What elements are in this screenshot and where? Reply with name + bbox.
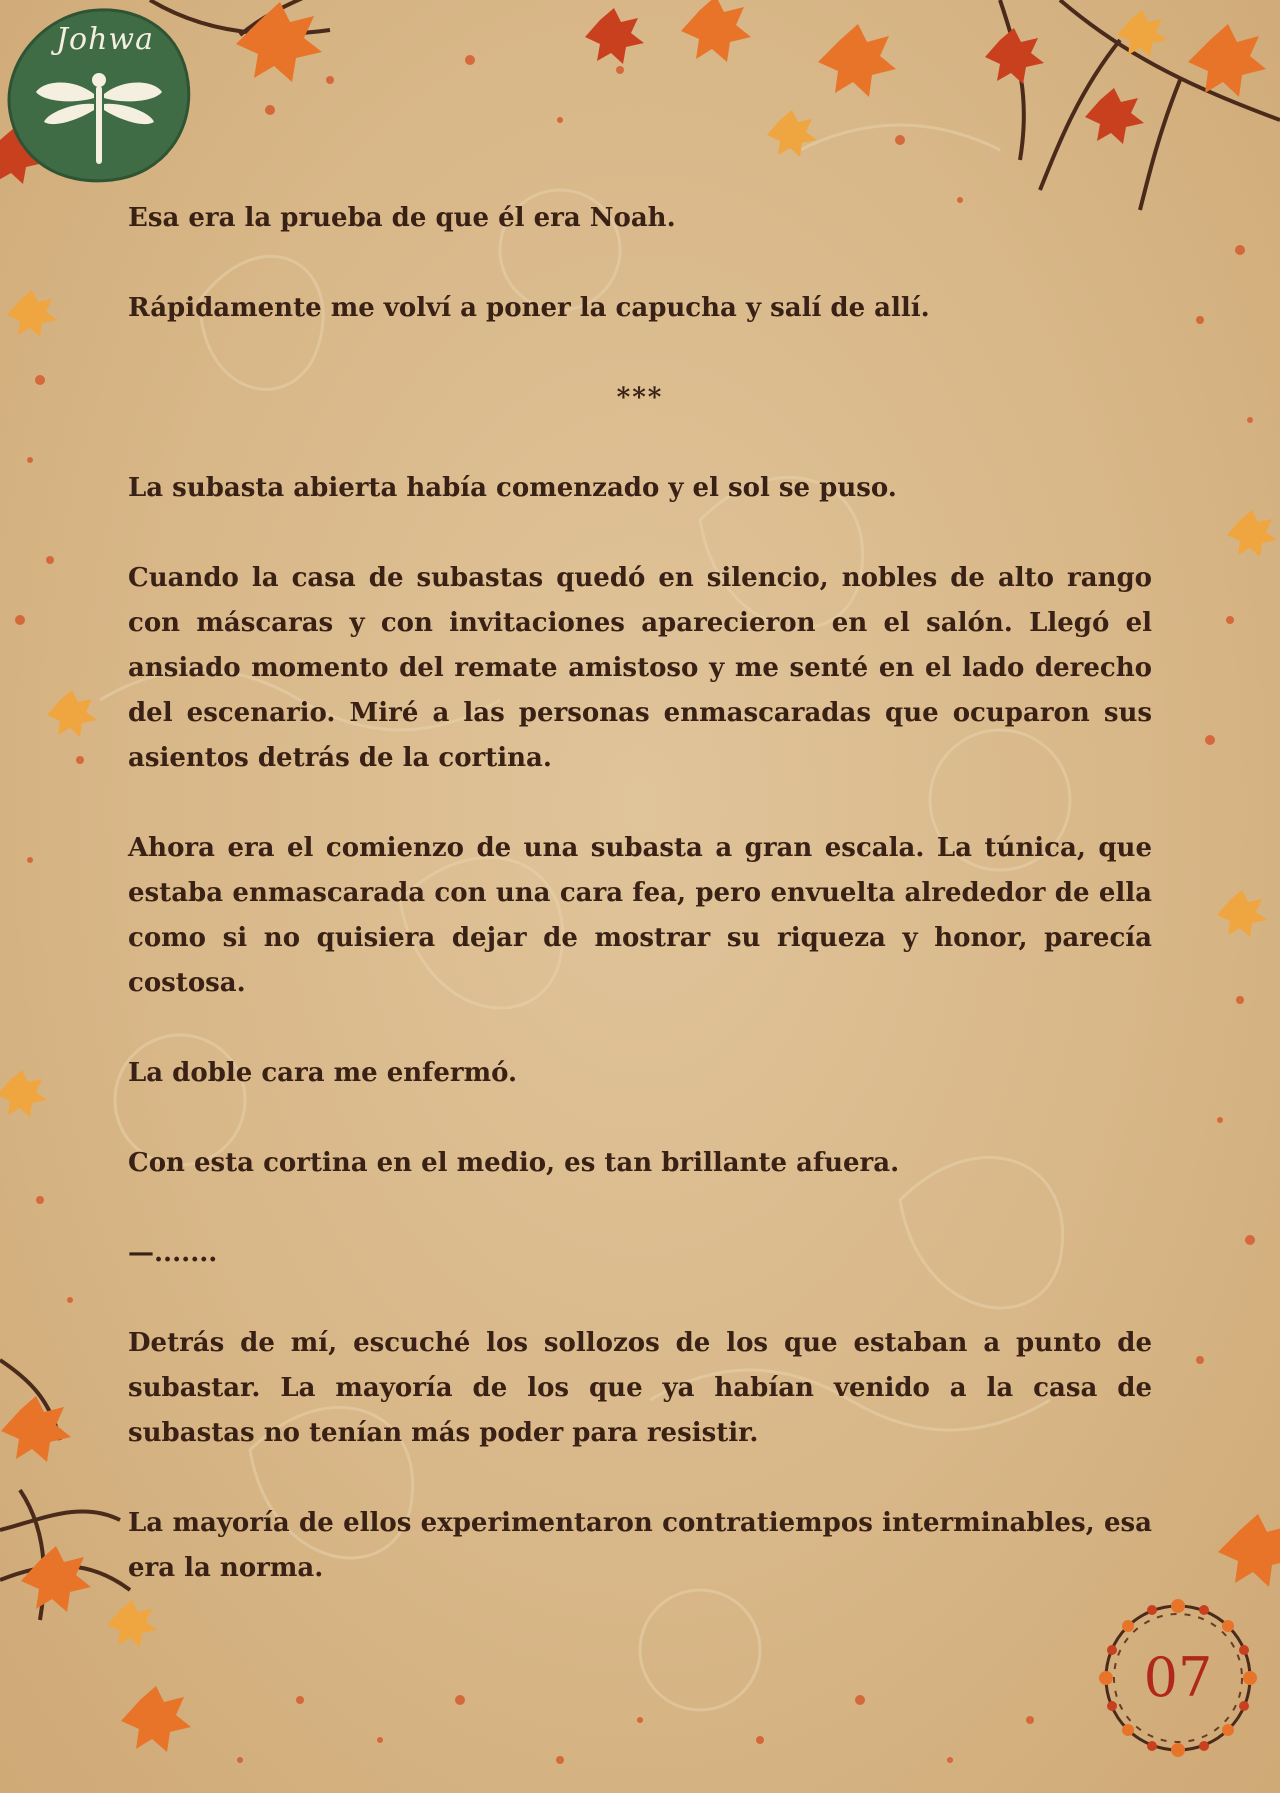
paragraph: Con esta cortina en el medio, es tan brillante afuera. bbox=[128, 1148, 900, 1178]
paragraph: Cuando la casa de subastas quedó en silencio, nobles de alto rango con máscaras y con invitaciones aparecieron en el salón. Llegó el ansiado momento del remate amistoso y me senté en el lado derecho del escenario. Miré a las personas enmascaradas que ocuparon sus asientos detrás de la cortina. bbox=[128, 563, 1152, 773]
paragraph: La subasta abierta había comenzado y el sol se puso. bbox=[128, 473, 897, 503]
paragraph: Detrás de mí, escuché los sollozos de los que estaban a punto de subastar. La mayoría de los que ya habían venido a la casa de subastas no tenían más poder para resistir. bbox=[128, 1328, 1152, 1448]
paragraph: Ahora era el comienzo de una subasta a gran escala. La túnica, que estaba enmascarada con una cara fea, pero envuelta alrededor de ella como si no quisiera dejar de mostrar su riqueza y honor, parecía costosa. bbox=[128, 833, 1152, 998]
dragonfly-icon bbox=[34, 68, 164, 168]
paragraph: Esa era la prueba de que él era Noah. bbox=[128, 203, 676, 233]
dialogue-line: —....... bbox=[128, 1238, 218, 1268]
brand-logo bbox=[4, 4, 194, 184]
scene-break: *** bbox=[616, 383, 664, 413]
logo-text: Johwa bbox=[56, 22, 154, 57]
page-number-badge bbox=[1088, 1588, 1268, 1768]
page-number: 07 bbox=[1143, 1646, 1213, 1709]
paragraph: Rápidamente me volví a poner la capucha y salí de allí. bbox=[128, 293, 930, 323]
story-text bbox=[128, 196, 1152, 1636]
paragraph: La mayoría de ellos experimentaron contratiempos interminables, esa era la norma. bbox=[128, 1508, 1152, 1583]
paragraph: La doble cara me enfermó. bbox=[128, 1058, 518, 1088]
